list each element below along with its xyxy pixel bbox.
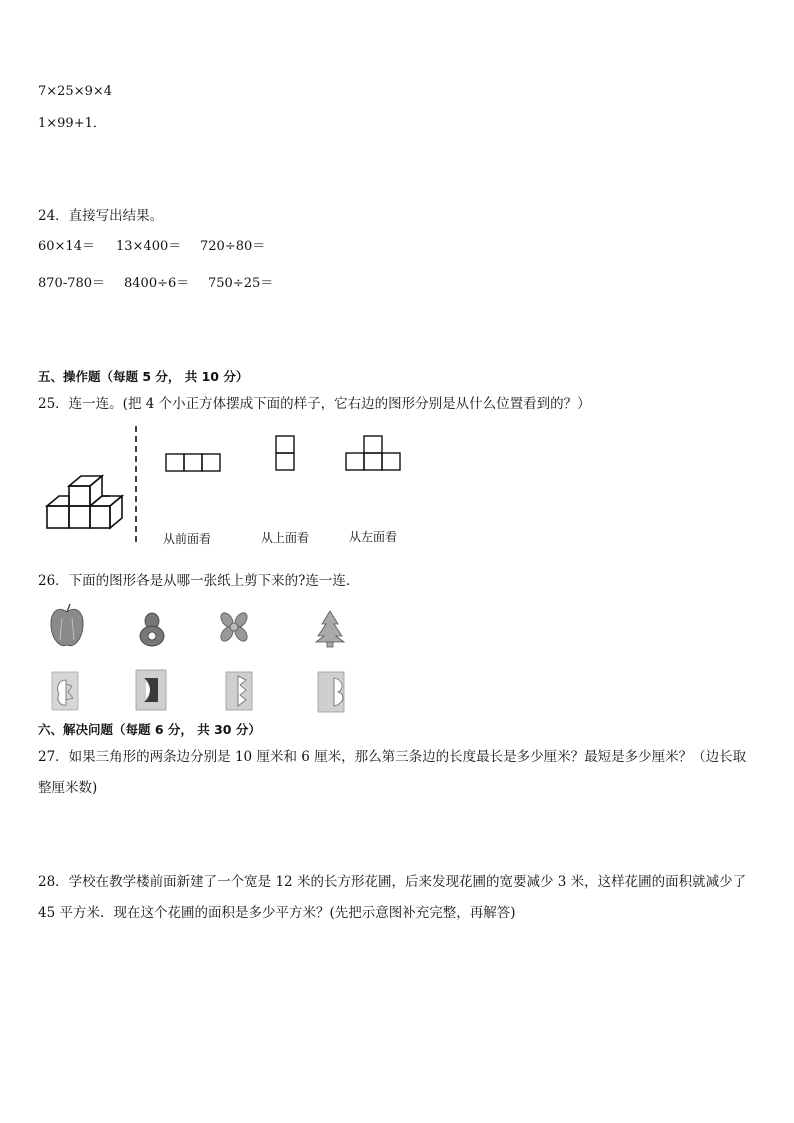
question-27-line-1: 27．如果三角形的两条边分别是 10 厘米和 6 厘米，那么第三条边的长度最长是多少厘米？最短是多少厘米？（边长取 [38,749,747,765]
expression-line-2: 1×99+1． [38,116,106,131]
question-28-line-1: 28．学校在教学楼前面新建了一个宽是 12 米的长方形花圃，后来发现花圃的宽要减少 3 米，这样花圃的面积就减少了 [38,874,747,890]
expression-line-1: 7×25×9×4 [38,84,113,99]
paper-piece-1-icon [52,672,78,710]
calc-item: 750÷25＝ [208,276,274,291]
question-27-line-2: 整厘米数) [38,780,98,796]
section-6-title: 六、解决问题（每题 6 分， 共 30 分） [38,722,261,737]
view-label-left: 从左面看 [349,530,398,544]
question-26-title: 26．下面的图形各是从哪一张纸上剪下来的?连一连． [38,573,360,589]
apple-cutout-icon [51,604,83,646]
calc-item: 60×14＝ [38,239,95,254]
question-25-title: 25．连一连。(把 4 个小正方体摆成下面的样子，它右边的图形分别是从什么位置看到的？） [38,396,591,412]
gourd-cutout-icon [140,613,164,646]
paper-piece-3-icon [226,672,252,710]
calc-item: 870-780＝ [38,276,106,291]
question-24-title: 24．直接写出结果。 [38,208,164,224]
calc-item: 13×400＝ [116,239,182,254]
calc-item: 720÷80＝ [200,239,266,254]
paper-piece-4-icon [318,672,344,712]
paper-piece-2-icon [136,670,166,710]
view-label-front: 从前面看 [163,532,212,546]
question-28-line-2: 45 平方米．现在这个花圃的面积是多少平方米？(先把示意图补充完整，再解答) [38,905,516,921]
calc-item: 8400÷6＝ [124,276,190,291]
tree-cutout-icon [316,611,344,647]
flower-cutout-icon [218,611,249,644]
section-5-title: 五、操作题（每题 5 分， 共 10 分） [38,369,249,384]
view-label-top: 从上面看 [261,531,310,545]
